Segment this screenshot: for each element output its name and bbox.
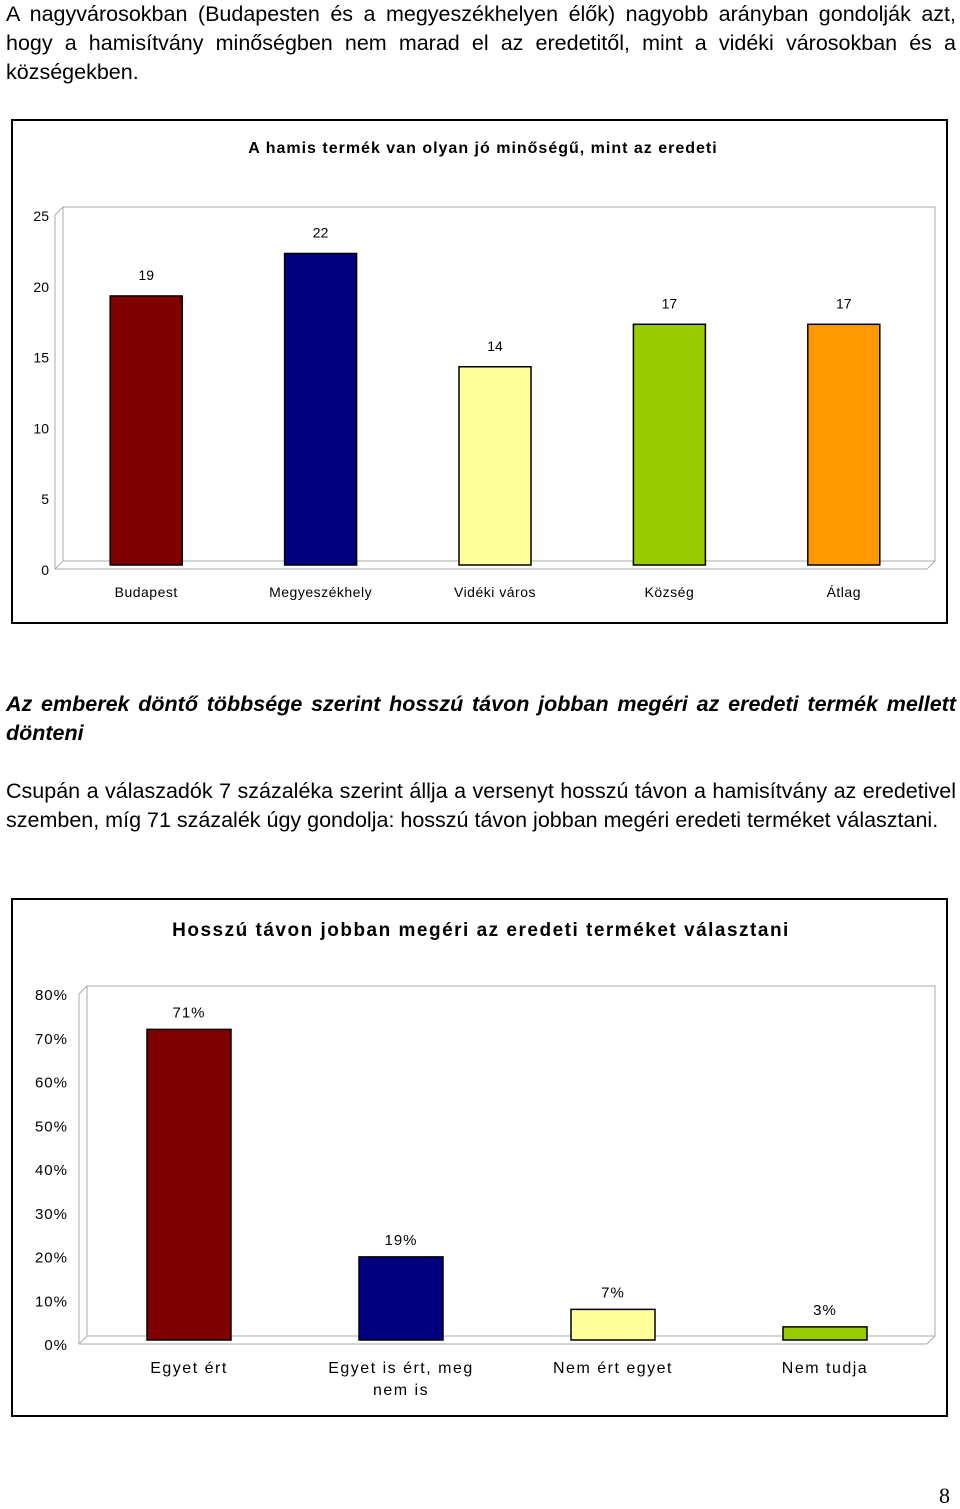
results-paragraph: Csupán a válaszadók 7 százaléka szerint állja a versenyt hosszú távon a hamisítvány az eredetivel szemben, míg 71 százalék úgy gondolja: hosszú távon jobban megéri eredeti terméket választani. (6, 779, 956, 832)
section-heading: Az emberek döntő többsége szerint hosszú távon jobban megéri az eredeti termék mellett dönteni (6, 692, 956, 745)
data-label-5: 17 (836, 295, 852, 312)
x-tick-label-1: Egyet ért (150, 1360, 228, 1377)
data-label-2: 22 (312, 224, 329, 241)
y-tick-label: 0% (44, 1337, 68, 1354)
x-tick-label-2: nem is (372, 1382, 430, 1399)
chart-long-term-original (11, 898, 948, 1417)
y-tick-label: 5 (41, 491, 49, 508)
y-tick-label: 30% (34, 1205, 68, 1223)
y-tick-label: 60% (34, 1074, 68, 1092)
y-tick-label: 20 (33, 278, 49, 295)
data-label-1: 71% (172, 1004, 206, 1022)
bar-4 (783, 1327, 867, 1340)
bar-2 (359, 1257, 443, 1340)
chart-title: A hamis termék van olyan jó minőségű, mint az eredeti (248, 140, 718, 157)
x-tick-label-4: Község (644, 584, 695, 600)
plot-floor-left (79, 1336, 87, 1344)
page-number: 8 (939, 1483, 950, 1508)
bar-1 (110, 296, 182, 565)
intro-paragraph: A nagyvárosokban (Budapesten és a megyeszékhelyen élők) nagyobb arányban gondolják azt, hogy a hamisítvány minőségben nem marad el az eredetitől, mint a vidéki városokban és a községekben. (6, 2, 956, 84)
x-tick-label-2: Egyet is ért, meg (328, 1360, 474, 1377)
bar-4 (633, 324, 705, 565)
bar-5 (808, 324, 880, 565)
y-tick-label: 10 (33, 420, 49, 437)
data-label-1: 19 (138, 266, 154, 283)
x-tick-label-5: Átlag (826, 584, 862, 600)
y-tick-label: 40% (34, 1162, 68, 1179)
y-tick-label: 0 (41, 562, 49, 578)
x-tick-label-1: Budapest (114, 584, 178, 600)
y-tick-label: 20% (34, 1249, 68, 1267)
data-label-2: 19% (384, 1231, 418, 1249)
chart-title: Hosszú távon jobban megéri az eredeti terméket választani (172, 920, 790, 941)
chart-longterm-svg (13, 900, 946, 1415)
data-label-3: 14 (487, 337, 503, 354)
data-label-4: 3% (813, 1301, 837, 1319)
y-tick-label: 80% (34, 987, 68, 1004)
x-tick-label-4: Nem tudja (781, 1360, 869, 1377)
data-label-4: 17 (661, 295, 678, 312)
bar-3 (459, 367, 531, 565)
y-tick-label: 10% (34, 1293, 68, 1311)
y-tick-label: 70% (34, 1030, 68, 1048)
x-tick-label-3: Vidéki város (453, 584, 537, 600)
bar-2 (285, 253, 357, 565)
y-tick-label: 50% (34, 1118, 68, 1136)
plot-floor-right (927, 561, 935, 569)
x-tick-label-2: Megyeszékhely (269, 584, 373, 600)
bar-1 (147, 1029, 231, 1340)
chart-quality-by-settlement (11, 119, 948, 624)
data-label-3: 7% (601, 1284, 625, 1302)
bar-3 (571, 1309, 655, 1340)
chart-quality-svg (13, 121, 946, 622)
plot-side-wall-top (79, 986, 87, 994)
y-tick-label: 15 (33, 349, 49, 366)
y-tick-label: 25 (33, 208, 49, 224)
plot-side-wall-top (55, 207, 63, 215)
x-tick-label-3: Nem ért egyet (553, 1360, 673, 1377)
plot-floor-right (927, 1336, 935, 1344)
plot-floor-left (55, 561, 63, 569)
